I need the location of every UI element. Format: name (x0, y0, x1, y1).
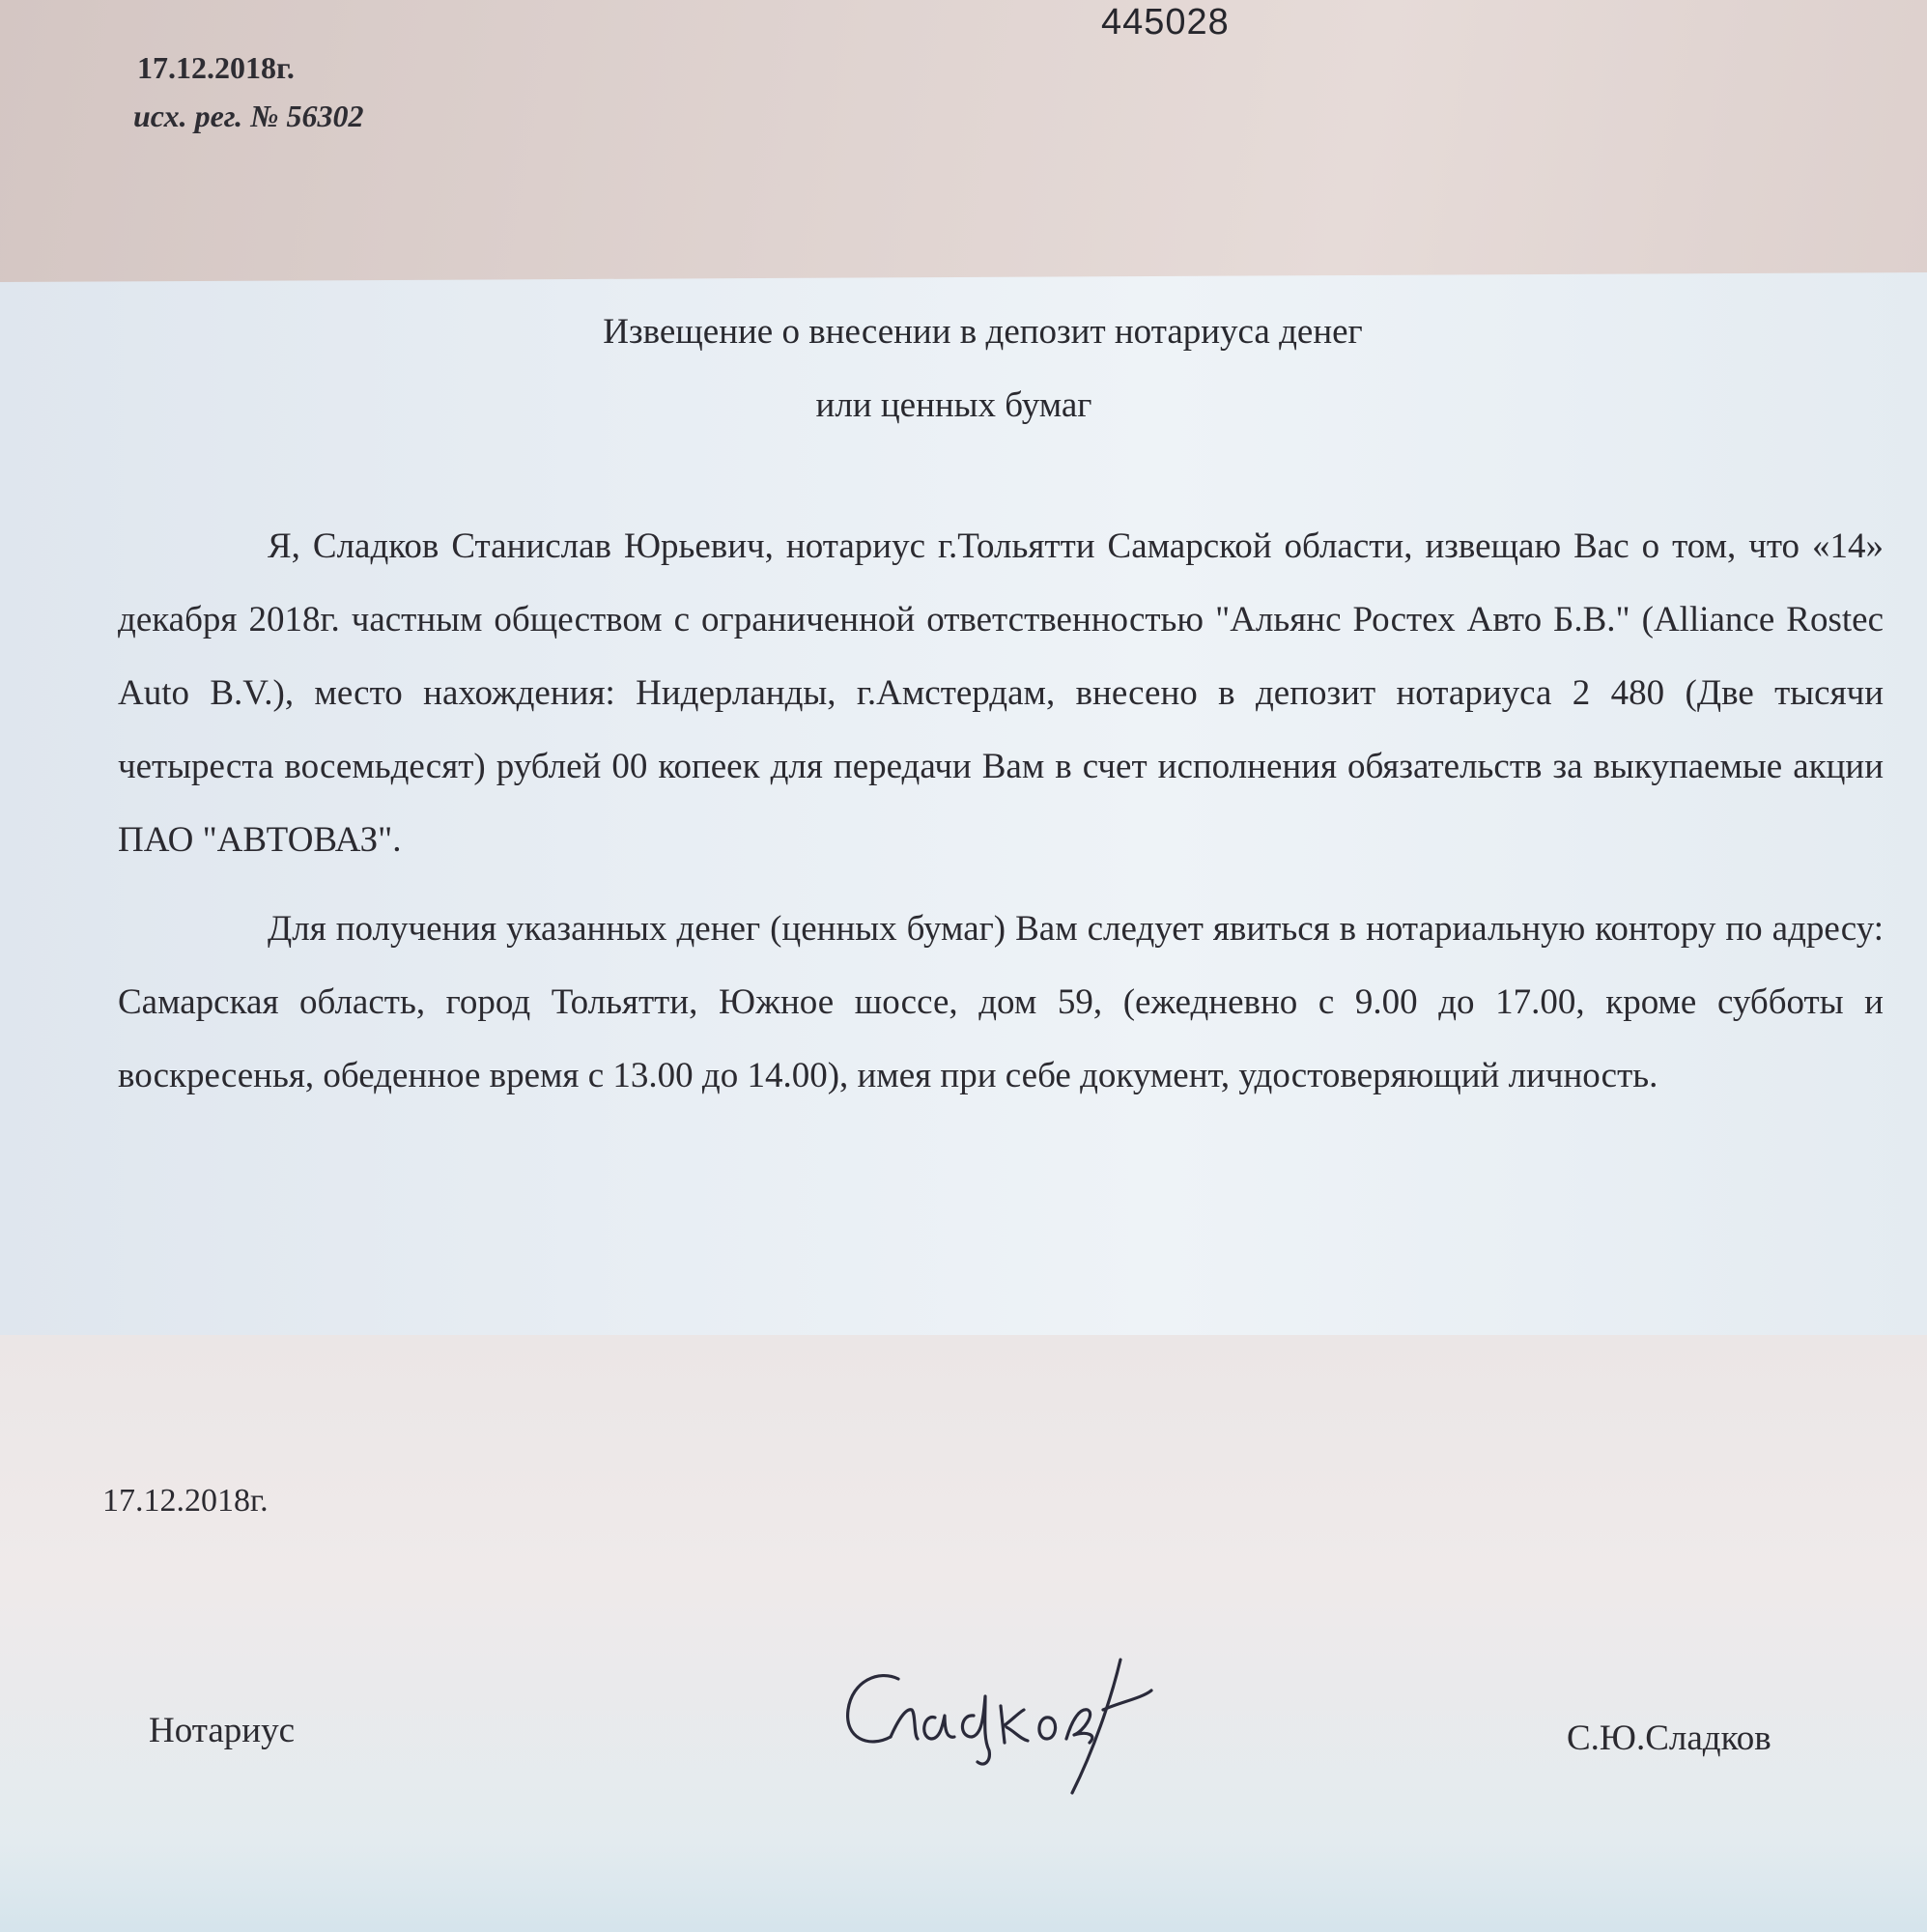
notice-paragraph-instructions: Для получения указанных денег (ценных бумаг) Вам следует явиться в нотариальную контору по адресу: Самарская область, город Тольятти, Южное шоссе, дом 59, (ежедневно с 9.00 до 17.00, кроме субботы и воскресенья, обеденное время с 13.00 до 14.00), имея при себе документ, удостоверяющий личность. (118, 909, 1884, 1095)
notary-role-label: Нотариус (149, 1711, 295, 1750)
postal-code: 445028 (1101, 2, 1230, 43)
letter-lower-paper (0, 1335, 1927, 1932)
outgoing-date: 17.12.2018г. (137, 50, 295, 85)
outgoing-reg-number: исх. рег. № 56302 (133, 99, 364, 133)
handwritten-signature (831, 1642, 1169, 1806)
signature-date: 17.12.2018г. (102, 1483, 269, 1519)
notice-title-line2: или ценных бумаг (815, 385, 1092, 425)
notary-full-name: С.Ю.Сладков (1567, 1719, 1771, 1758)
envelope-paper (0, 0, 1927, 319)
notice-title-line1: Извещение о внесении в депозит нотариуса денег (603, 312, 1363, 352)
notice-paragraph-deposit: Я, Сладков Станислав Юрьевич, нотариус г.Тольятти Самарской области, извещаю Вас о том, что «14» декабря 2018г. частным обществом с ограниченной ответственностью "Альянс Ростех Авто Б.В." (Alliance Rostec Auto B.V.), место нахождения: Нидерланды, г.Амстердам, внесено в депозит нотариуса 2 480 (Две тысячи четыреста восемьдесят) рублей 00 копеек для передачи Вам в счет исполнения обязательств за выкупаемые акции ПАО "АВТОВАЗ". (118, 526, 1884, 860)
